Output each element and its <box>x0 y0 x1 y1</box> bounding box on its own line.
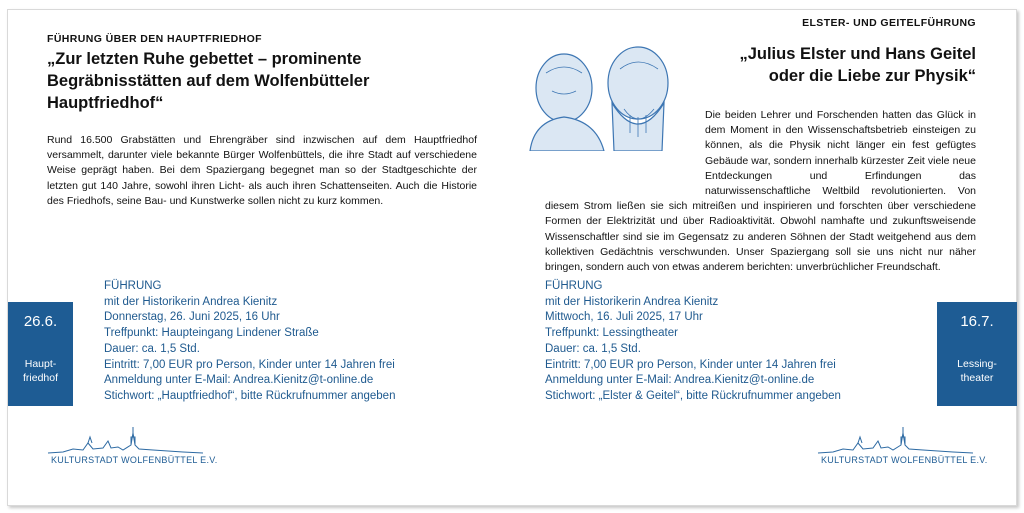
right-place-line: Lessing- <box>957 358 997 370</box>
left-date: 26.6. <box>23 313 58 330</box>
left-place-line: Haupt- <box>24 358 57 370</box>
left-body: Rund 16.500 Grabstätten und Ehrengräber sind inzwischen auf dem Hauptfriedhof versammelt, darunter viele bekannte Bürger Wolfenbüttels, die ihre Stadt auf verschiedene Weise geprägt haben. Bei dem Spaziergang begegnet man so der Stadtgeschichte der letzten gut 140 Jahre, sowohl ihren Licht- als auch ihren Schattenseiten. Auch die Historie des Friedhofs, seine Bau- und Kunstwerke sollen nicht zu kurz kommen. <box>47 134 477 207</box>
right-info-line: Dauer: ca. 1,5 Std. <box>545 342 641 355</box>
portrait-spacer <box>545 108 705 194</box>
right-title <box>680 43 976 87</box>
left-info-line: Eintritt: 7,00 EUR pro Person, Kinder unter 14 Jahren frei <box>104 358 395 371</box>
right-info-line: Treffpunkt: Lessingtheater <box>545 327 678 340</box>
left-info-line: FÜHRUNG <box>104 280 162 292</box>
right-place-line: theater <box>960 372 994 384</box>
left-logo <box>43 423 218 473</box>
left-info-line: Anmeldung unter E-Mail: Andrea.Kienitz@t-online.de <box>104 374 374 387</box>
right-info-line: Eintritt: 7,00 EUR pro Person, Kinder unter 14 Jahren frei <box>545 358 836 371</box>
right-body <box>545 108 976 275</box>
left-logo-text: KULTURSTADT WOLFENBÜTTEL E.V. <box>51 455 218 465</box>
right-info-line: mit der Historikerin Andrea Kienitz <box>545 295 719 308</box>
right-info-line: Mittwoch, 16. Juli 2025, 17 Uhr <box>545 311 703 324</box>
right-title-line: oder die Liebe zur Physik“ <box>768 67 976 85</box>
right-kicker: ELSTER- UND GEITELFÜHRUNG <box>802 17 976 29</box>
left-info-line: Donnerstag, 26. Juni 2025, 16 Uhr <box>104 311 280 324</box>
left-date-badge <box>8 302 73 406</box>
left-info-line: Dauer: ca. 1,5 Std. <box>104 342 200 355</box>
right-logo-text: KULTURSTADT WOLFENBÜTTEL E.V. <box>821 455 988 465</box>
right-info-line: Anmeldung unter E-Mail: Andrea.Kienitz@t-online.de <box>545 374 815 387</box>
left-info <box>104 279 395 405</box>
right-date: 16.7. <box>960 313 994 330</box>
left-info-line: mit der Historikerin Andrea Kienitz <box>104 295 278 308</box>
right-body-text: Die beiden Lehrer und Forschenden hatten das Glück in dem Moment in den Wissenschaftsbetrieb einsteigen zu können, als die Physik nicht länger ein fest gefügtes Gebäude war, sondern innerhalb kürzester Zeit viele neue Entdeckungen und Erfindungen das naturwissenschaftliche Weltbild revolutionierten. Von diesem Strom ließen sie sich mitreißen und inspirieren und forschten über verschiedene Formen der Elektrizität und über Radioaktivität. Obwohl namhafte und zukunftsweisende Wissenschaftler sind sie im Gegensatz zu anderen Söhnen der Stadt weitgehend aus dem kollektiven Gedächtnis verschwunden. Unser Spaziergang soll sie uns nicht nur näher bringen, sondern auch von etwas anderem berichten: unverbrüchlicher Freundschaft. <box>545 109 976 274</box>
right-info <box>545 279 841 405</box>
left-info-line: Stichwort: „Hauptfriedhof“, bitte Rückrufnummer angeben <box>104 389 396 402</box>
left-kicker: FÜHRUNG ÜBER DEN HAUPTFRIEDHOF <box>47 33 262 45</box>
right-logo <box>813 423 988 473</box>
right-info-line: FÜHRUNG <box>545 280 603 292</box>
right-title-line: „Julius Elster und Hans Geitel <box>739 45 976 63</box>
right-date-badge <box>937 302 1017 406</box>
left-title: „Zur letzten Ruhe gebettet – prominente Begräbnisstätten auf dem Wolfenbütteler Hauptfriedhof“ <box>47 50 370 112</box>
skyline-icon <box>43 423 208 455</box>
skyline-icon <box>813 423 978 455</box>
left-info-line: Treffpunkt: Haupteingang Lindener Straße <box>104 327 319 340</box>
right-info-line: Stichwort: „Elster & Geitel“, bitte Rückrufnummer angeben <box>545 389 841 402</box>
left-place-line: friedhof <box>22 372 59 384</box>
